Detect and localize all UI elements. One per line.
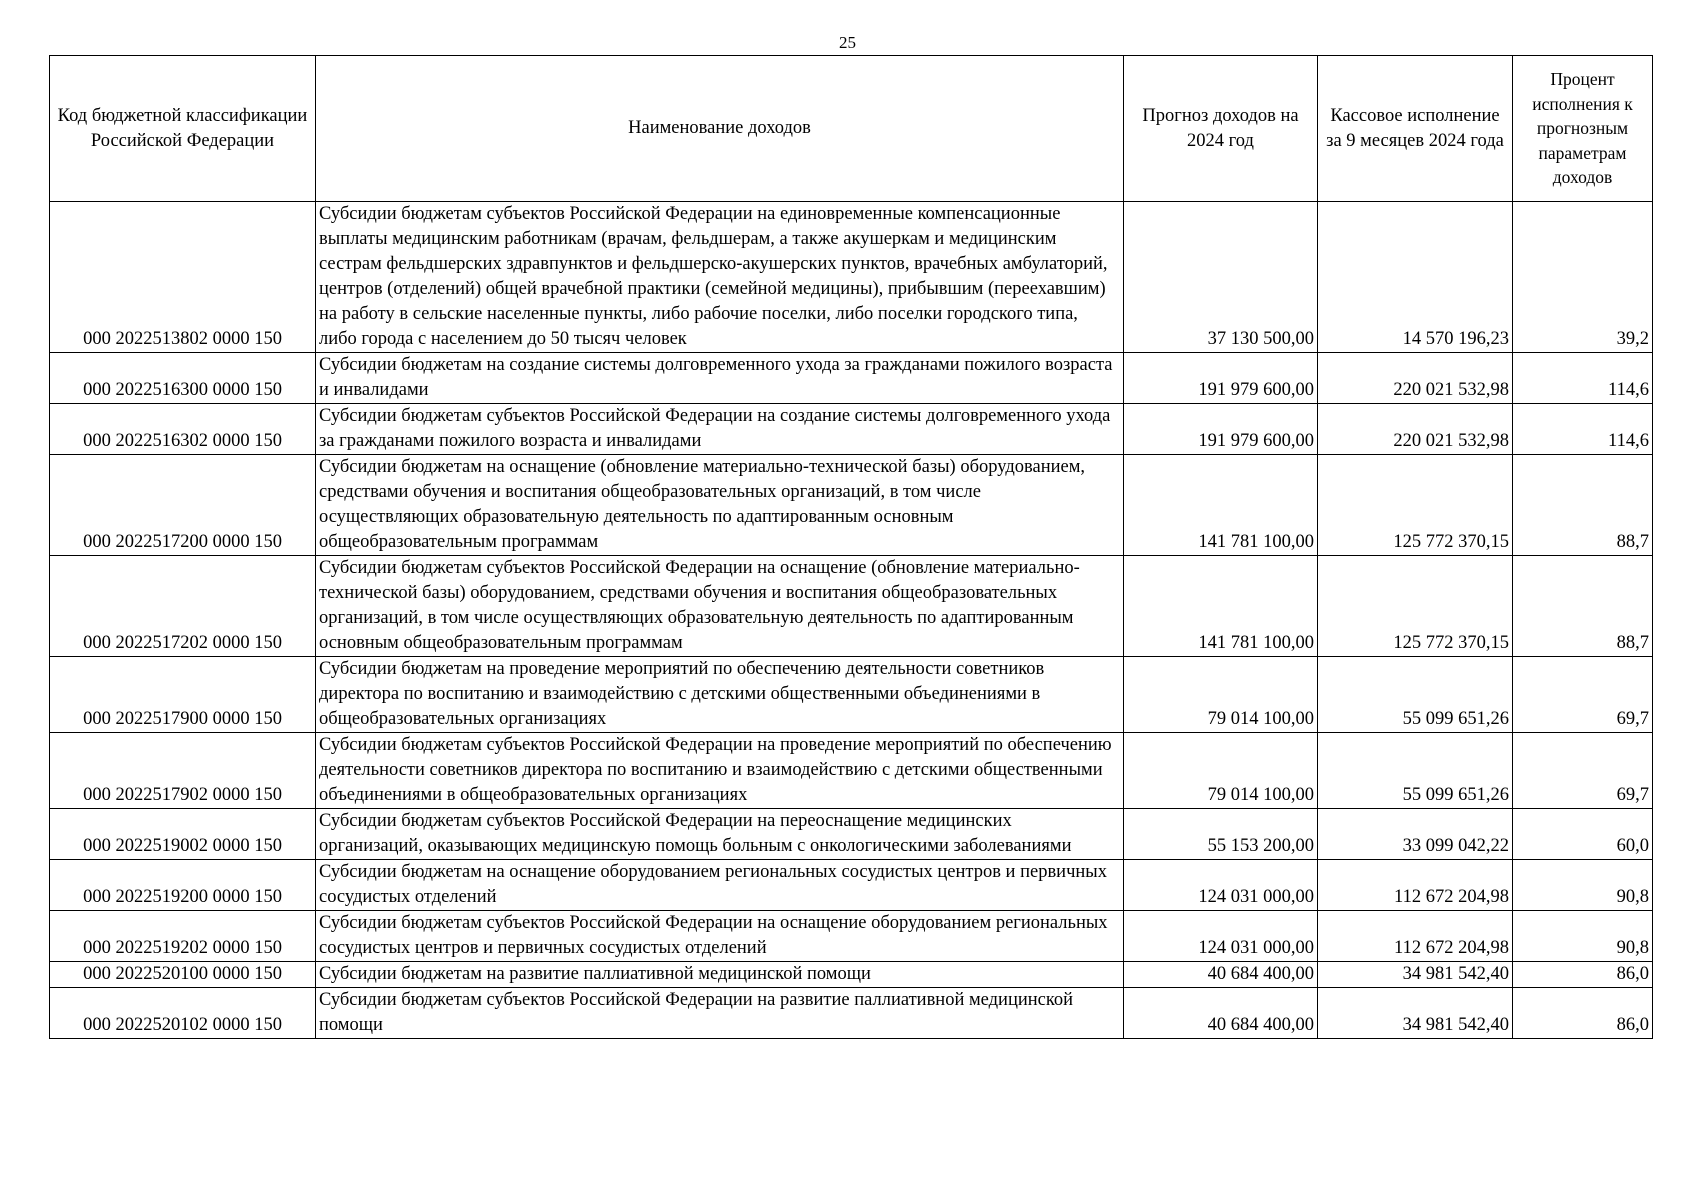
cell-code: 000 2022513802 0000 150 (50, 202, 316, 353)
cell-plan: 141 781 100,00 (1124, 556, 1318, 657)
cell-percent: 86,0 (1513, 988, 1653, 1039)
table-row (50, 353, 1653, 404)
cell-fact: 55 099 651,26 (1318, 733, 1513, 809)
page-number: 25 (839, 33, 856, 52)
cell-plan: 79 014 100,00 (1124, 733, 1318, 809)
cell-name: Субсидии бюджетам субъектов Российской Федерации на развитие паллиативной медицинской помощи (316, 988, 1124, 1039)
cell-name: Субсидии бюджетам субъектов Российской Федерации на проведение мероприятий по обеспечению деятельности советников директора по воспитанию и взаимодействию с детскими общественными объединениями в общеобразовательных организациях (316, 733, 1124, 809)
cell-fact: 14 570 196,23 (1318, 202, 1513, 353)
cell-percent: 114,6 (1513, 353, 1653, 404)
cell-code: 000 2022517200 0000 150 (50, 455, 316, 556)
cell-plan: 55 153 200,00 (1124, 809, 1318, 860)
cell-fact: 220 021 532,98 (1318, 353, 1513, 404)
cell-percent: 60,0 (1513, 809, 1653, 860)
cell-plan: 191 979 600,00 (1124, 353, 1318, 404)
table-row (50, 860, 1653, 911)
cell-plan: 124 031 000,00 (1124, 911, 1318, 962)
table-row (50, 988, 1653, 1039)
cell-percent: 90,8 (1513, 860, 1653, 911)
header-fact: Кассовое исполнение за 9 месяцев 2024 года (1318, 56, 1513, 202)
cell-code: 000 2022519200 0000 150 (50, 860, 316, 911)
cell-plan: 79 014 100,00 (1124, 657, 1318, 733)
table-row (50, 455, 1653, 556)
cell-name: Субсидии бюджетам на оснащение (обновление материально-технической базы) оборудованием, средствами обучения и воспитания общеобразовательных организаций, в том числе осуществляющих образовательную деятельность по адаптированным основным общеобразовательным программам (316, 455, 1124, 556)
cell-fact: 33 099 042,22 (1318, 809, 1513, 860)
table-row (50, 556, 1653, 657)
cell-fact: 125 772 370,15 (1318, 556, 1513, 657)
cell-percent: 69,7 (1513, 657, 1653, 733)
revenue-table (49, 55, 1653, 1039)
cell-code: 000 2022517202 0000 150 (50, 556, 316, 657)
table-row (50, 404, 1653, 455)
cell-plan: 40 684 400,00 (1124, 962, 1318, 988)
cell-code: 000 2022520102 0000 150 (50, 988, 316, 1039)
table-body (50, 202, 1653, 1039)
cell-name: Субсидии бюджетам на развитие паллиативной медицинской помощи (316, 962, 1124, 988)
cell-name: Субсидии бюджетам на оснащение оборудованием региональных сосудистых центров и первичных сосудистых отделений (316, 860, 1124, 911)
cell-plan: 141 781 100,00 (1124, 455, 1318, 556)
table-row (50, 202, 1653, 353)
cell-fact: 112 672 204,98 (1318, 911, 1513, 962)
cell-name: Субсидии бюджетам на проведение мероприятий по обеспечению деятельности советников директора по воспитанию и взаимодействию с детскими общественными объединениями в общеобразовательных организациях (316, 657, 1124, 733)
cell-plan: 191 979 600,00 (1124, 404, 1318, 455)
cell-percent: 114,6 (1513, 404, 1653, 455)
cell-fact: 34 981 542,40 (1318, 988, 1513, 1039)
table-row (50, 809, 1653, 860)
cell-percent: 88,7 (1513, 556, 1653, 657)
cell-fact: 34 981 542,40 (1318, 962, 1513, 988)
cell-fact: 125 772 370,15 (1318, 455, 1513, 556)
cell-code: 000 2022519002 0000 150 (50, 809, 316, 860)
cell-name: Субсидии бюджетам субъектов Российской Федерации на переоснащение медицинских организаций, оказывающих медицинскую помощь больным с онкологическими заболеваниями (316, 809, 1124, 860)
cell-plan: 40 684 400,00 (1124, 988, 1318, 1039)
cell-name: Субсидии бюджетам субъектов Российской Федерации на единовременные компенсационные выплаты медицинским работникам (врачам, фельдшерам, а также акушеркам и медицинским сестрам фельдшерских здравпунктов и фельдшерско-акушерских пунктов, врачебных амбулаторий, центров (отделений) общей врачебной практики (семейной медицины), прибывшим (переехавшим) на работу в сельские населенные пункты, либо рабочие поселки, либо поселки городского типа, либо города с населением до 50 тысяч человек (316, 202, 1124, 353)
cell-code: 000 2022520100 0000 150 (50, 962, 316, 988)
header-row (50, 56, 1653, 202)
cell-code: 000 2022519202 0000 150 (50, 911, 316, 962)
cell-percent: 39,2 (1513, 202, 1653, 353)
header-plan: Прогноз доходов на 2024 год (1124, 56, 1318, 202)
table-row (50, 911, 1653, 962)
cell-name: Субсидии бюджетам субъектов Российской Федерации на оснащение оборудованием региональных сосудистых центров и первичных сосудистых отделений (316, 911, 1124, 962)
header-percent: Процент исполнения к прогнозным параметрам доходов (1513, 56, 1653, 202)
cell-fact: 220 021 532,98 (1318, 404, 1513, 455)
cell-percent: 69,7 (1513, 733, 1653, 809)
header-name: Наименование доходов (316, 56, 1124, 202)
cell-code: 000 2022517900 0000 150 (50, 657, 316, 733)
cell-name: Субсидии бюджетам субъектов Российской Федерации на создание системы долговременного ухода за гражданами пожилого возраста и инвалидами (316, 404, 1124, 455)
cell-fact: 55 099 651,26 (1318, 657, 1513, 733)
cell-code: 000 2022517902 0000 150 (50, 733, 316, 809)
cell-plan: 124 031 000,00 (1124, 860, 1318, 911)
cell-percent: 90,8 (1513, 911, 1653, 962)
cell-name: Субсидии бюджетам на создание системы долговременного ухода за гражданами пожилого возраста и инвалидами (316, 353, 1124, 404)
cell-plan: 37 130 500,00 (1124, 202, 1318, 353)
cell-percent: 88,7 (1513, 455, 1653, 556)
table-row (50, 962, 1653, 988)
header-code: Код бюджетной классификации Российской Федерации (50, 56, 316, 202)
table-row (50, 733, 1653, 809)
cell-code: 000 2022516300 0000 150 (50, 353, 316, 404)
table-row (50, 657, 1653, 733)
cell-fact: 112 672 204,98 (1318, 860, 1513, 911)
cell-code: 000 2022516302 0000 150 (50, 404, 316, 455)
table-header (50, 56, 1653, 202)
cell-percent: 86,0 (1513, 962, 1653, 988)
cell-name: Субсидии бюджетам субъектов Российской Федерации на оснащение (обновление материально-технической базы) оборудованием, средствами обучения и воспитания общеобразовательных организаций, в том числе осуществляющих образовательную деятельность по адаптированным основным общеобразовательным программам (316, 556, 1124, 657)
